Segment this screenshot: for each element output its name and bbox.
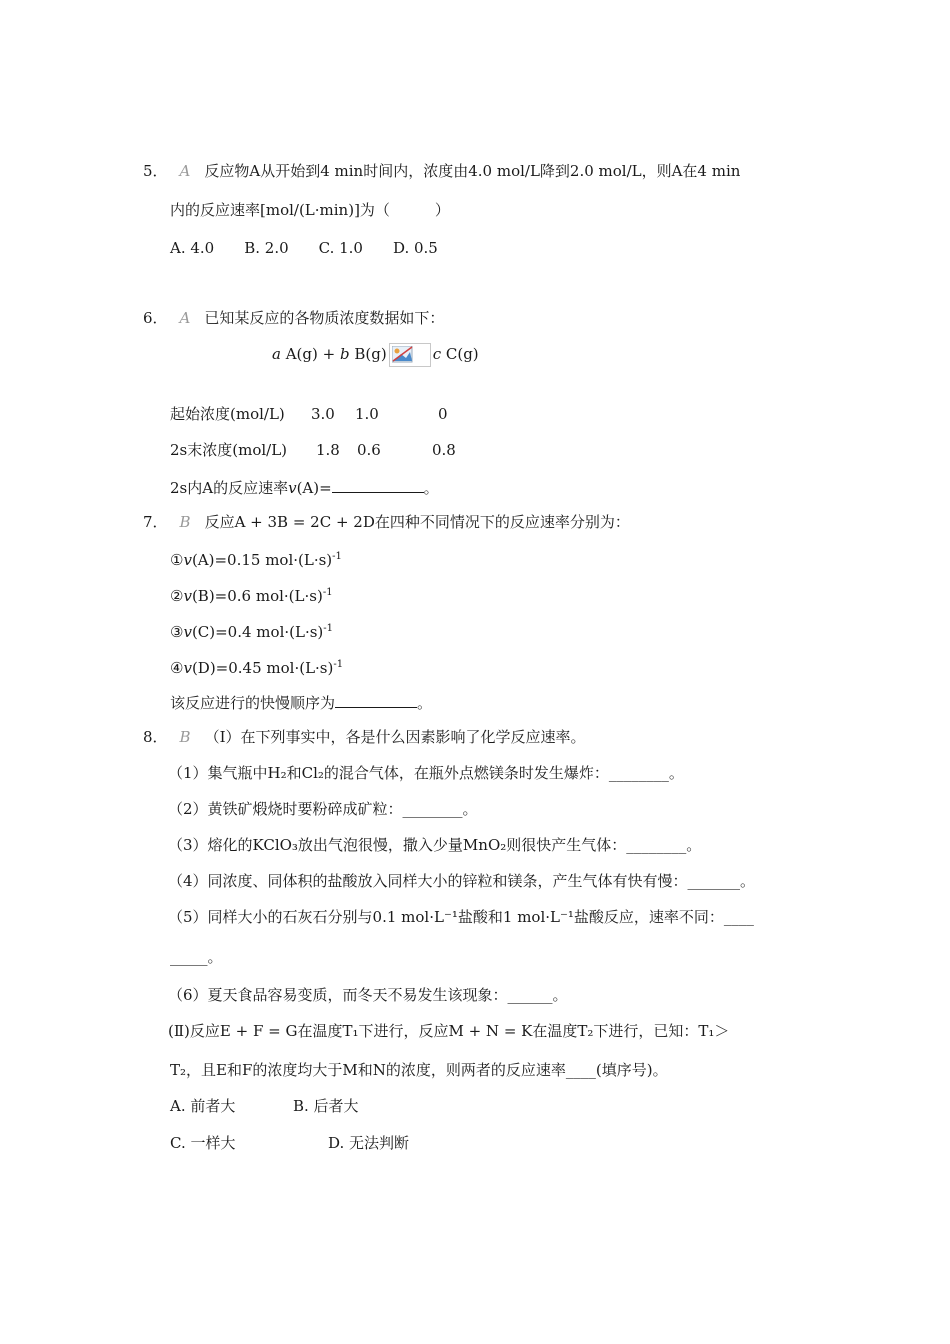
q6-line1: [143, 308, 444, 328]
q6-coef-c: c: [432, 345, 442, 363]
q8-s4-text: （4）同浓度、同体积的盐酸放入同样大小的锌粒和镁条，产生气体有快有慢：_______。: [168, 872, 756, 890]
q8-option-d-text: D. 无法判断: [328, 1134, 410, 1152]
q8-option-b-text: B. 后者大: [293, 1097, 359, 1115]
q8-option-a: [170, 1096, 235, 1116]
q7-item-3-text: (C)=0.4 mol·(L·s): [191, 623, 324, 641]
q7-item-1: [170, 547, 342, 570]
q8-s5a-text: （5）同样大小的石灰石分别与0.1 mol·L⁻¹盐酸和1 mol·L⁻¹盐酸反应，速率不同：____: [168, 908, 754, 926]
q6-row1-label: 起始浓度(mol/L): [170, 405, 285, 423]
q6-eq-right: C(g): [441, 345, 479, 363]
q7-item-1-exp: -1: [332, 551, 342, 562]
q5-level-tag: A: [179, 162, 191, 180]
q7-level-tag: B: [179, 513, 191, 531]
q7-line1: [143, 512, 630, 532]
q6-row2-v2: 0.6: [357, 441, 381, 459]
q6-level-tag: A: [179, 309, 191, 327]
q6-coef-b: b: [339, 345, 350, 363]
q8-s1-text: （1）集气瓶中H₂和Cl₂的混合气体，在瓶外点燃镁条时发生爆炸：________。: [168, 764, 684, 782]
q6-row2-v3: 0.8: [432, 441, 456, 459]
q8-part2-text-2: T₂，且E和F的浓度均大于M和N的浓度，则两者的反应速率____(填序号)。: [170, 1061, 668, 1079]
q7-ask-end: 。: [417, 694, 433, 712]
q8-s5b-text: _____。: [170, 948, 223, 966]
q7-item-4-mark: ④: [170, 659, 184, 677]
q8-number: 8．: [143, 728, 168, 746]
q8-level-tag: B: [179, 728, 191, 746]
q7-item-3-mark: ③: [170, 623, 184, 641]
q7-item-3-v: v: [183, 623, 192, 641]
q6-coef-a: a: [272, 345, 281, 363]
q8-line1: [143, 727, 586, 747]
q5-line2: [170, 200, 450, 220]
q7-item-4-text: (D)=0.45 mol·(L·s): [191, 659, 334, 677]
q6-eq-left: A(g) +: [280, 345, 340, 363]
q8-option-c-text: C. 一样大: [170, 1134, 236, 1152]
q8-s5: [168, 907, 754, 927]
q8-part2-text-1: (Ⅱ)反应E + F = G在温度T₁下进行，反应M + N = K在温度T₂下进行，已知：T₁＞: [168, 1022, 730, 1040]
q5-text-2: 内的反应速率[mol/(L·min)]为（ ）: [170, 201, 450, 219]
q6-ask-end: 。: [423, 479, 439, 497]
q6-eq-mid: B(g): [349, 345, 387, 363]
q8-s2: [168, 799, 478, 819]
q6-ask-v: v: [288, 479, 297, 497]
q7-item-4: [170, 655, 343, 678]
q6-ask-prefix: 2s内A的反应速率: [170, 479, 289, 497]
q8-s1: [168, 763, 684, 783]
q6-ask: [170, 476, 439, 498]
q8-s3-text: （3）熔化的KClO₃放出气泡很慢，撒入少量MnO₂则很快产生气体：________。: [168, 836, 702, 854]
q8-option-d: [328, 1133, 409, 1153]
q7-item-4-exp: -1: [333, 659, 344, 670]
q8-option-c: [170, 1133, 235, 1153]
q8-s6: [168, 985, 568, 1005]
q8-part1-title: （Ⅰ）在下列事实中，各是什么因素影响了化学反应速率。: [204, 728, 586, 746]
q7-item-2-exp: -1: [322, 587, 333, 598]
q5-text-1: 反应物A从开始到4 min时间内，浓度由4.0 mol/L降到2.0 mol/L，则A在4 min: [204, 162, 741, 180]
q7-ask-text: 该反应进行的快慢顺序为: [170, 694, 336, 712]
q6-row1-v2: 1.0: [355, 405, 379, 423]
q7-item-3: [170, 619, 333, 642]
q6-equation: [272, 343, 479, 367]
q7-answer-blank[interactable]: [335, 691, 417, 708]
q5-number: 5．: [143, 162, 168, 180]
q6-intro: 已知某反应的各物质浓度数据如下：: [204, 309, 445, 327]
q6-row1-v3: 0: [438, 405, 448, 423]
q7-number: 7．: [143, 513, 168, 531]
q7-ask: [170, 691, 432, 713]
q8-part2-line1: [168, 1021, 729, 1041]
q8-s5-cont: [170, 947, 223, 967]
q7-item-1-v: v: [183, 551, 192, 569]
q5-options-text: A. 4.0 B. 2.0 C. 1.0 D. 0.5: [170, 239, 438, 257]
broken-image-icon: [389, 343, 431, 367]
q7-item-2-v: v: [183, 587, 192, 605]
q5-line1: [143, 161, 740, 181]
q6-answer-blank[interactable]: [332, 476, 424, 493]
q8-s2-text: （2）黄铁矿煅烧时要粉碎成矿粒：________。: [168, 800, 478, 818]
q8-s3: [168, 835, 701, 855]
q8-s4: [168, 871, 755, 891]
q7-item-1-text: (A)=0.15 mol·(L·s): [191, 551, 333, 569]
q8-part2-line2: [170, 1060, 668, 1080]
q6-ask-suffix: (A)=: [296, 479, 332, 497]
q7-intro: 反应A + 3B = 2C + 2D在四种不同情况下的反应速率分别为：: [204, 513, 630, 531]
q7-item-1-mark: ①: [170, 551, 184, 569]
q6-row2-v1: 1.8: [316, 441, 340, 459]
q8-option-a-text: A. 前者大: [170, 1097, 236, 1115]
q7-item-3-exp: -1: [323, 623, 334, 634]
q7-item-2-mark: ②: [170, 587, 184, 605]
q6-row1-v1: 3.0: [311, 405, 335, 423]
q5-options: [170, 238, 438, 258]
q7-item-2: [170, 583, 333, 606]
q8-s6-text: （6）夏天食品容易变质，而冬天不易发生该现象：______。: [168, 986, 568, 1004]
q8-option-b: [293, 1096, 359, 1116]
q7-item-4-v: v: [183, 659, 192, 677]
q6-number: 6．: [143, 309, 168, 327]
q7-item-2-text: (B)=0.6 mol·(L·s): [191, 587, 323, 605]
q6-row2-label: 2s末浓度(mol/L): [170, 441, 288, 459]
